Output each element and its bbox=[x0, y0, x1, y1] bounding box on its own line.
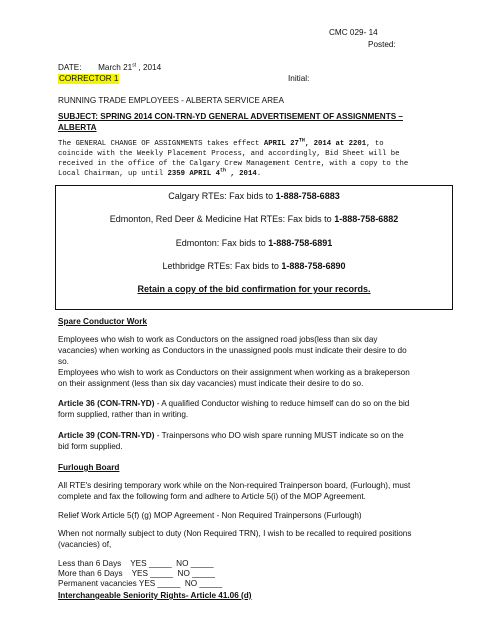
article-36 bbox=[58, 398, 458, 420]
date-year: , 2014 bbox=[138, 63, 162, 72]
date-month-day: March 21 bbox=[98, 63, 133, 72]
fax-instructions-box bbox=[55, 185, 453, 310]
intro-line-1 bbox=[58, 139, 384, 149]
fax-calgary-label: Calgary RTEs: Fax bids to bbox=[168, 191, 276, 201]
subject-line-2: ALBERTA bbox=[58, 123, 97, 132]
spare-line: so. bbox=[58, 357, 69, 366]
article-39-text: - Trainpersons who DO wish spare running MUST indicate so on the bbox=[154, 431, 404, 440]
interchange-heading: Interchangeable Seniority Rights- Article 41.06 (d) bbox=[58, 591, 252, 600]
furlough-paragraph bbox=[58, 480, 458, 502]
spare-line: on their assignment (less than six day vacancies) must indicate their desire to do so. bbox=[58, 379, 364, 388]
article-36-text: form supplied, rather than in writing. bbox=[58, 410, 189, 419]
recall-line: (vacancies) of, bbox=[58, 540, 112, 549]
fax-edmonton-reddeer-number: 1-888-758-6882 bbox=[334, 214, 399, 224]
date-suffix: st bbox=[132, 62, 137, 69]
furlough-line: complete and fax the following form and adhere to Article 5(i) of the MOP Agreement. bbox=[58, 492, 366, 501]
article-39-text: bid form supplied. bbox=[58, 442, 123, 451]
retain-copy-notice: Retain a copy of the bid confirmation for your records. bbox=[137, 284, 371, 294]
intro-text: , to bbox=[366, 140, 384, 148]
fax-edmonton-label: Edmonton: Fax bids to bbox=[175, 238, 269, 248]
effective-date-rest: , 2014 at 2201 bbox=[304, 140, 367, 148]
fax-edmonton-reddeer-label: Edmonton, Red Deer & Medicine Hat RTEs: Fax bids to bbox=[109, 214, 335, 224]
intro-text: The GENERAL CHANGE OF ASSIGNMENTS takes effect bbox=[58, 140, 264, 148]
option-more-than-6-days: More than 6 Days YES _____ NO _____ bbox=[58, 569, 215, 578]
furlough-line: All RTE's desiring temporary work while on the Non-required Trainperson board, (Furlough), must bbox=[58, 481, 411, 490]
intro-line-4 bbox=[58, 169, 261, 179]
fax-edmonton bbox=[56, 238, 452, 249]
initial-label: Initial: bbox=[288, 74, 310, 83]
article-36-label: Article 36 (CON-TRN-YD) bbox=[58, 399, 155, 408]
date-label: DATE: bbox=[58, 63, 82, 72]
fax-lethbridge-label: Lethbridge RTEs: Fax bids to bbox=[162, 261, 282, 271]
article-39-label: Article 39 (CON-TRN-YD) bbox=[58, 431, 155, 440]
fax-edmonton-number: 1-888-758-6891 bbox=[268, 238, 333, 248]
spare-line: Employees who wish to work as Conductors on their assignment when working as a brakeperson bbox=[58, 368, 410, 377]
spare-paragraph bbox=[58, 334, 458, 389]
subject-line-1: SUBJECT: SPRING 2014 CON-TRN-YD GENERAL ADVERTISEMENT OF ASSIGNMENTS – bbox=[58, 112, 403, 121]
intro-text: Local Chairman, up until bbox=[58, 170, 168, 178]
recipient-highlight: CORRECTOR 1 bbox=[59, 74, 119, 83]
recall-paragraph bbox=[58, 528, 458, 550]
recall-line: When not normally subject to duty (Non Required TRN), I wish to be recalled to required positions bbox=[58, 529, 412, 538]
intro-line-2: coincide with the Weekly Placement Process, and accordingly, Bid Sheet will be bbox=[58, 150, 400, 158]
article-39 bbox=[58, 430, 458, 452]
fax-lethbridge bbox=[56, 261, 452, 272]
effective-date-suffix: TH bbox=[298, 137, 305, 144]
intro-text: . bbox=[256, 170, 262, 178]
service-area: RUNNING TRADE EMPLOYEES - ALBERTA SERVICE AREA bbox=[58, 96, 284, 105]
effective-date: APRIL 27 bbox=[263, 140, 299, 148]
spare-line: Employees who wish to work as Conductors on the assigned road jobs(less than six day bbox=[58, 335, 378, 344]
document-number: CMC 029- 14 bbox=[329, 28, 378, 37]
spare-heading: Spare Conductor Work bbox=[58, 317, 148, 326]
fax-calgary bbox=[56, 191, 452, 202]
relief-work-line: Relief Work Article 5(f) (g) MOP Agreement - Non Required Trainpersons (Furlough) bbox=[58, 511, 362, 520]
deadline-suffix: th bbox=[220, 167, 227, 174]
deadline-rest: , 2014 bbox=[226, 170, 257, 178]
furlough-heading: Furlough Board bbox=[58, 463, 120, 472]
fax-calgary-number: 1-888-758-6883 bbox=[275, 191, 340, 201]
deadline: 2359 APRIL 4 bbox=[167, 170, 221, 178]
date-line bbox=[58, 63, 161, 73]
fax-lethbridge-number: 1-888-758-6890 bbox=[281, 261, 346, 271]
intro-line-3: received in the office of the Calgary Crew Management Centre, with a copy to the bbox=[58, 160, 409, 168]
option-less-than-6-days: Less than 6 Days YES _____ NO _____ bbox=[58, 559, 214, 568]
spare-line: vacancies) when working as Conductors in the unassigned pools must indicate their desire to do bbox=[58, 346, 407, 355]
article-36-text: - A qualified Conductor wishing to reduce himself can do so on the bid bbox=[154, 399, 410, 408]
option-permanent: Permanent vacancies YES _____ NO _____ bbox=[58, 579, 223, 588]
posted-label: Posted: bbox=[368, 40, 396, 49]
fax-edmonton-reddeer bbox=[56, 214, 452, 225]
